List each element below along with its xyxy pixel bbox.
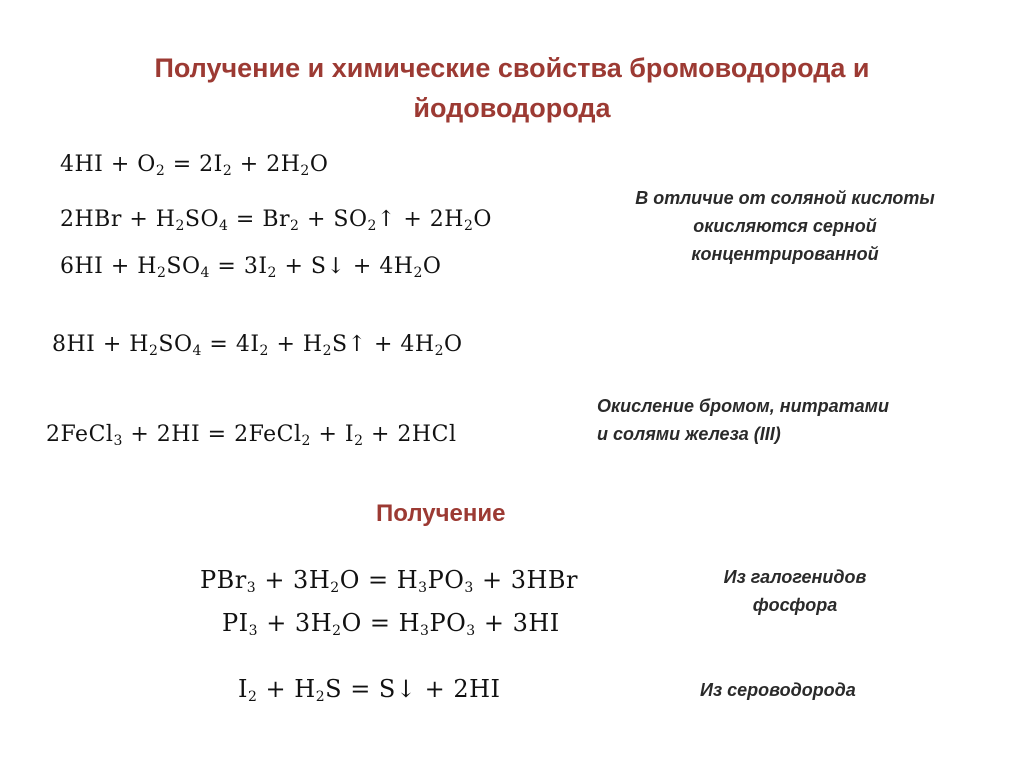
equation-fecl3-hi: 2FeCl$_3$ + 2HI = 2FeCl$_2$ + $I_2 + 2HCl$ [46, 422, 457, 449]
equation-hi-sulfuric-h2s: $8HI + H_2SO_4 = 4I_2$ + $H_2S↑ + 4H_2O$ [52, 332, 463, 359]
slide-title-line-1: Получение и химические свойства бромоводорода и [154, 53, 870, 83]
equation-pbr3-water: $PBr_3 + 3H_2O = H_3PO_3 + 3HBr$ [200, 566, 579, 596]
equation-hi-oxygen: $4HI + O_2 = 2I_2 + 2H_2O$ [60, 152, 329, 179]
note-from-phosphorus-halides: Из галогенидов фосфора [723, 567, 867, 615]
equation-hbr-sulfuric: $2HBr + H_2SO_4 = Br_2$ + $SO_2↑ + 2H_2O$ [60, 207, 492, 234]
note-from-hydrogen-sulfide: Из сероводорода [700, 680, 856, 700]
slide-title-line-2: йодоводорода [413, 93, 611, 123]
equation-pi3-water: $PI_3 + 3H_2O = H_3PO_3 + 3HI$ [222, 609, 560, 639]
slide-title [0, 48, 1024, 128]
section-title-preparation: Получение [376, 500, 506, 527]
note-sulfuric-oxidation: В отличие от соляной кислоты окисляются серной концентрированной [635, 188, 935, 264]
equation-iodine-h2s: $I_2 + H_2S$ = S↓ + 2HI [238, 675, 501, 705]
equation-hi-sulfuric-sulfur: $6HI + H_2SO_4 = 3I_2$ + S↓ + $4H_2O$ [60, 254, 442, 281]
note-oxidation-bromine-nitrates: Окисление бромом, нитратами и солями железа (III) [597, 396, 889, 444]
